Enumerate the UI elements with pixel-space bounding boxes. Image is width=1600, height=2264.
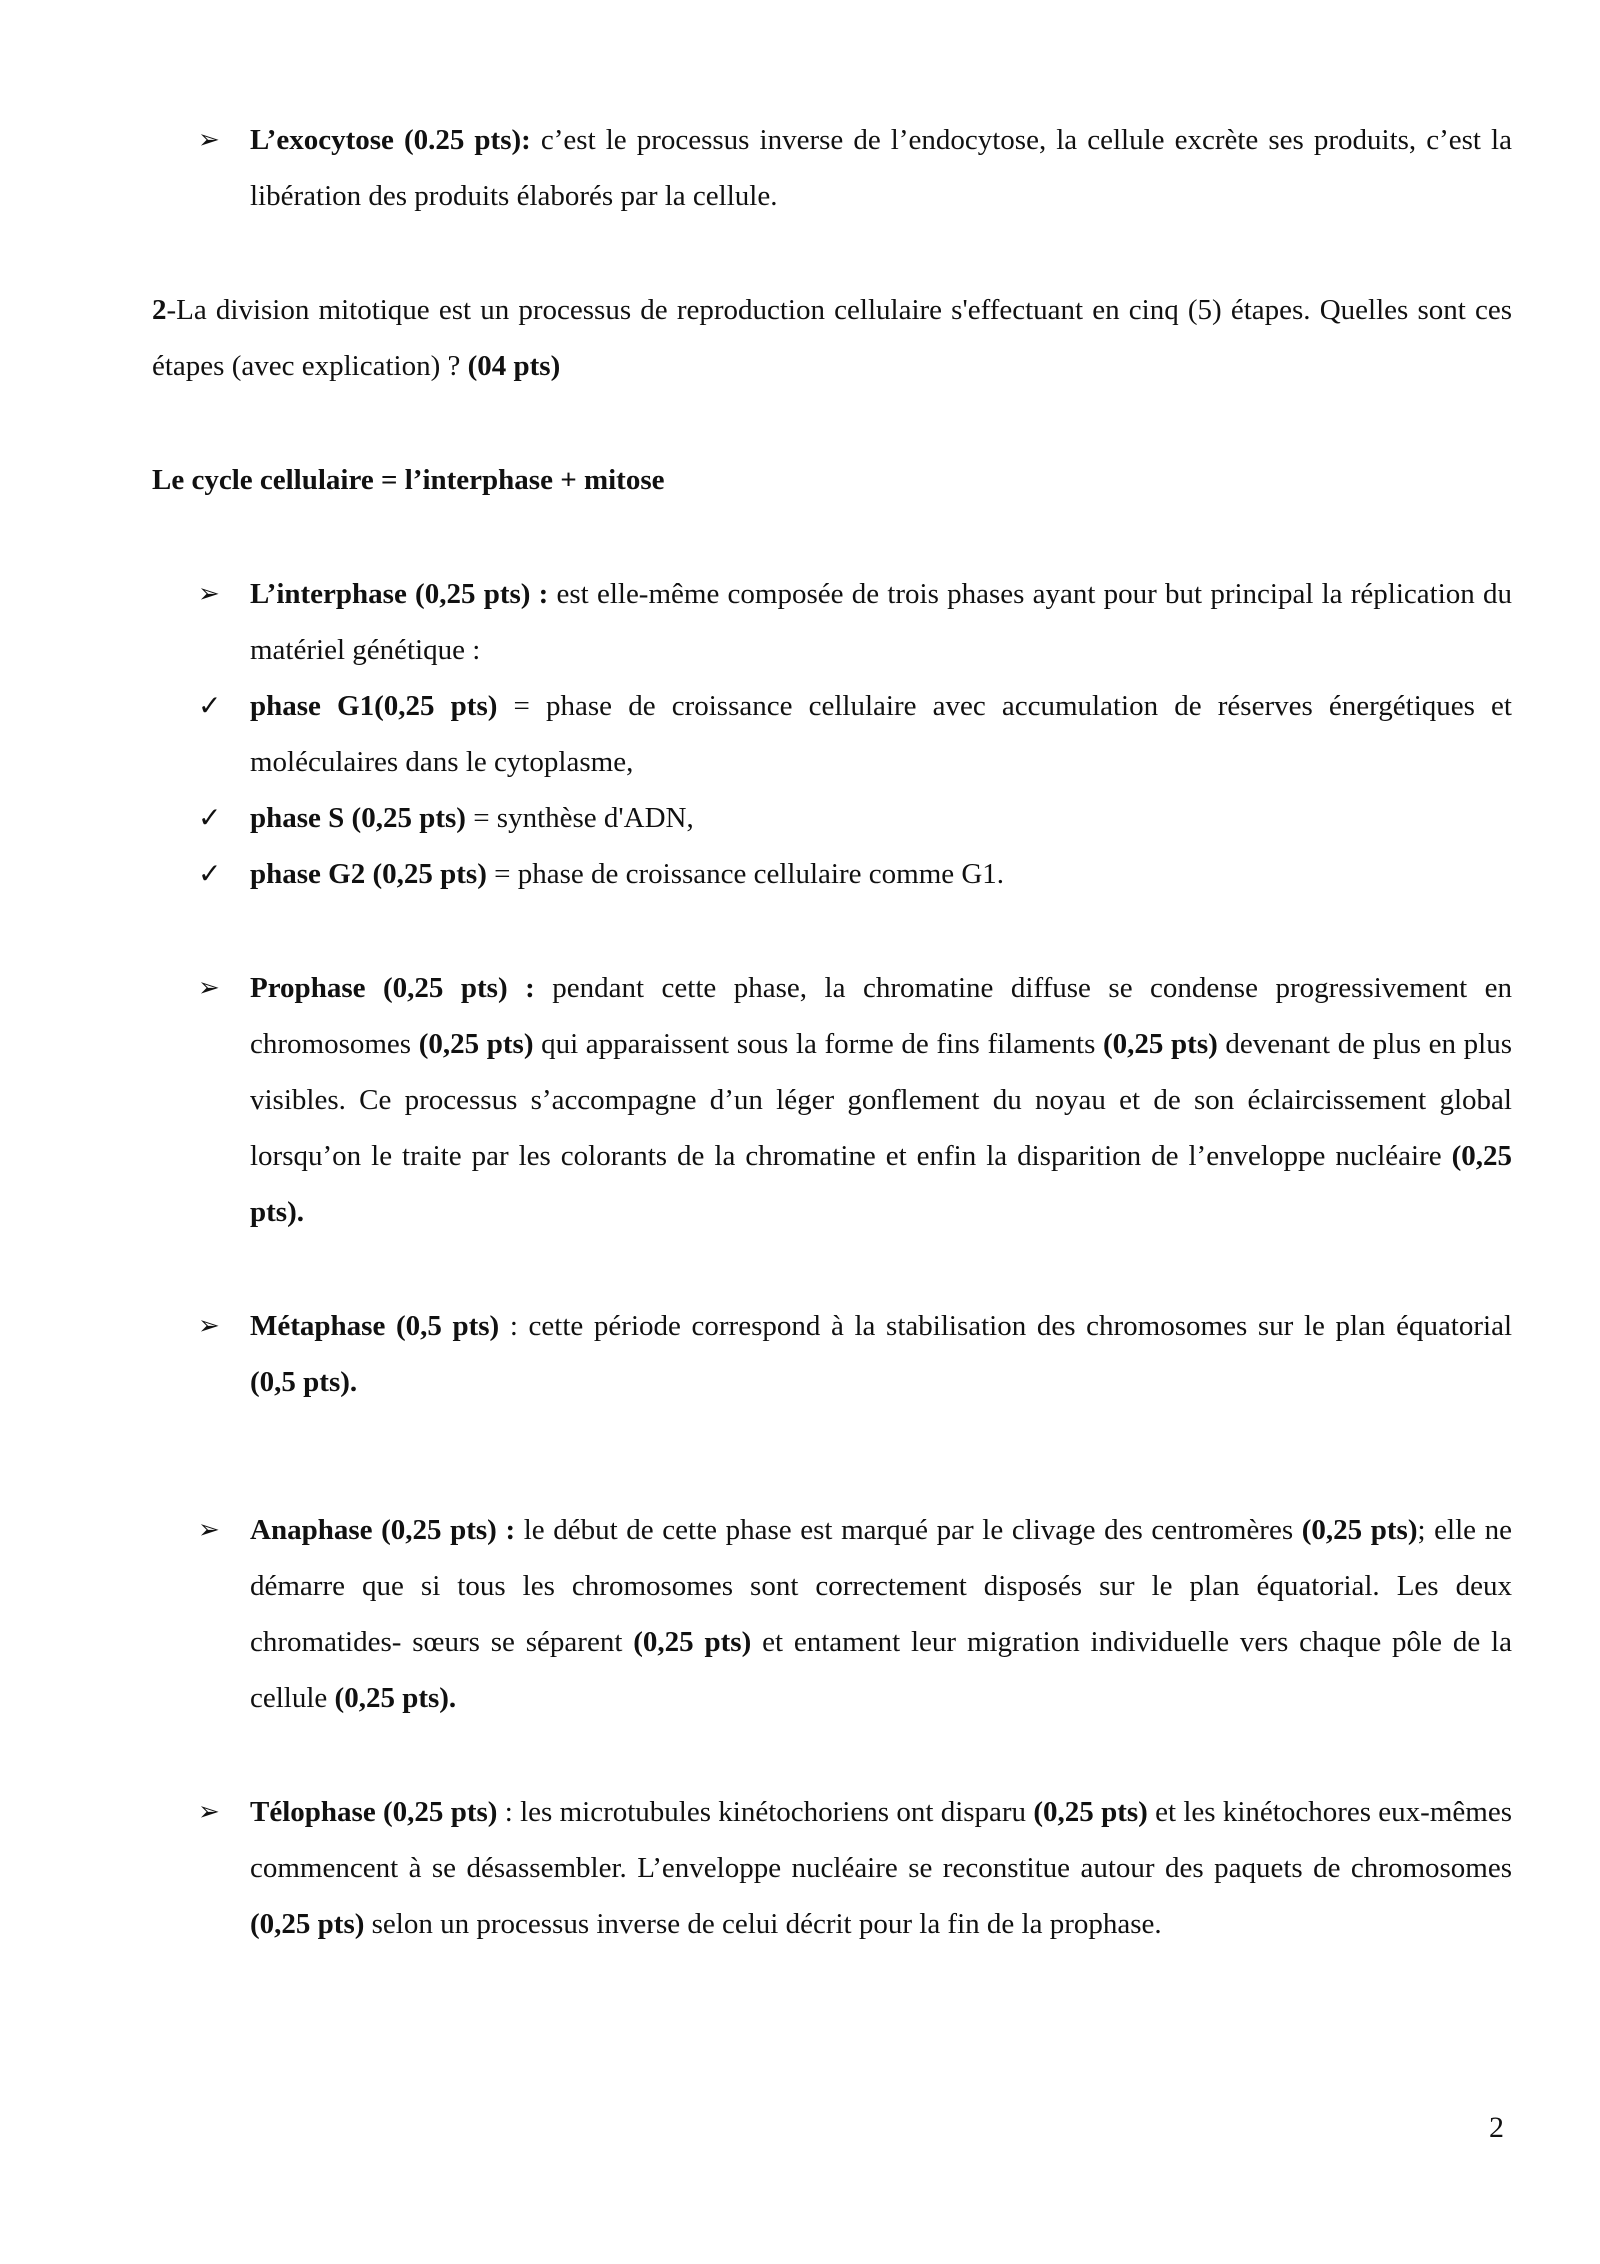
question-number: 2 xyxy=(152,294,167,326)
anaphase-points-1: (0,25 pts) xyxy=(1301,1514,1418,1546)
telophase-points-2: (0,25 pts) xyxy=(250,1908,365,1940)
page-content xyxy=(152,112,1512,1952)
cycle-heading-text: Le cycle cellulaire = l’interphase + mitose xyxy=(152,464,665,496)
question-points: (04 pts) xyxy=(460,350,561,382)
phase-s xyxy=(152,790,1512,846)
metaphase-text-1: : cette période correspond à la stabilisation des chromosomes sur le plan équatorial xyxy=(499,1310,1513,1342)
prophase-points-3: (0,25 pts). xyxy=(250,1140,1512,1228)
anaphase-points-2: (0,25 pts) xyxy=(633,1626,752,1658)
phase-g2 xyxy=(152,846,1512,902)
bullet-anaphase xyxy=(152,1502,1512,1726)
cycle-heading xyxy=(152,452,1512,508)
telophase-text-3: selon un processus inverse de celui décrit pour la fin de la prophase. xyxy=(364,1908,1162,1940)
arrow-bullet-icon: ➢ xyxy=(198,1311,220,1341)
arrow-bullet-icon: ➢ xyxy=(198,125,220,155)
prophase-text-2: qui apparaissent sous la forme de fins filaments xyxy=(533,1028,1104,1060)
bullet-interphase xyxy=(152,566,1512,678)
term-telophase: Télophase (0,25 pts) xyxy=(250,1796,498,1828)
anaphase-text-3: et entament leur migration individuelle vers chaque pôle de la cellule xyxy=(250,1626,1512,1714)
bullet-telophase xyxy=(152,1784,1512,1952)
term-anaphase: Anaphase (0,25 pts) : xyxy=(250,1514,516,1546)
prophase-points-2: (0,25 pts) xyxy=(1103,1028,1218,1060)
arrow-bullet-icon: ➢ xyxy=(198,1797,220,1827)
telophase-points-1: (0,25 pts) xyxy=(1033,1796,1148,1828)
checkmark-icon: ✓ xyxy=(198,689,222,722)
question-2 xyxy=(152,282,1512,394)
text-phase-s: = synthèse d'ADN, xyxy=(465,802,694,834)
anaphase-points-3: (0,25 pts). xyxy=(334,1682,457,1714)
text-interphase: est elle-même composée de trois phases ayant pour but principal la réplication du matériel génétique : xyxy=(250,578,1512,666)
question-text: -La division mitotique est un processus de reproduction cellulaire s'effectuant en cinq (5) étapes. Quelles sont ces étapes (avec explication) ? xyxy=(152,294,1512,382)
metaphase-points-1: (0,5 pts). xyxy=(250,1366,358,1398)
page-number: 2 xyxy=(1489,2111,1504,2144)
arrow-bullet-icon: ➢ xyxy=(198,973,220,1003)
checkmark-icon: ✓ xyxy=(198,857,222,890)
phase-g1 xyxy=(152,678,1512,790)
arrow-bullet-icon: ➢ xyxy=(198,1515,220,1545)
anaphase-text-2: ; elle ne démarre que si tous les chromosomes sont correctement disposés sur le plan équatorial. Les deux chromatides- sœurs se séparent xyxy=(250,1514,1512,1658)
prophase-text-3: devenant de plus en plus visibles. Ce processus s’accompagne d’un léger gonflement du noyau et de son éclaircissement global lorsqu’on le traite par les colorants de la chromatine et enfin la disparition de l’enveloppe nucléaire xyxy=(250,1028,1512,1172)
term-prophase: Prophase (0,25 pts) : xyxy=(250,972,535,1004)
text-phase-g2: = phase de croissance cellulaire comme G1. xyxy=(486,858,1005,890)
term-interphase: L’interphase (0,25 pts) : xyxy=(250,578,549,610)
bullet-exocytose xyxy=(152,112,1512,224)
text-exocytose: c’est le processus inverse de l’endocytose, la cellule excrète ses produits, c’est la libération des produits élaborés par la cellule. xyxy=(250,124,1512,212)
prophase-text-1: pendant cette phase, la chromatine diffuse se condense progressivement en chromosomes xyxy=(250,972,1512,1060)
term-phase-g1: phase G1(0,25 pts) xyxy=(250,690,498,722)
anaphase-text-1: le début de cette phase est marqué par le clivage des centromères xyxy=(515,1514,1302,1546)
checkmark-icon: ✓ xyxy=(198,801,222,834)
prophase-points-1: (0,25 pts) xyxy=(418,1028,534,1060)
telophase-text-2: et les kinétochores eux-mêmes commencent à se désassembler. L’enveloppe nucléaire se reconstitue autour des paquets de chromosomes xyxy=(250,1796,1512,1884)
term-phase-s: phase S (0,25 pts) xyxy=(250,802,466,834)
bullet-metaphase xyxy=(152,1298,1512,1410)
term-exocytose: L’exocytose (0.25 pts): xyxy=(250,124,531,156)
telophase-text-1: : les microtubules kinétochoriens ont disparu xyxy=(497,1796,1034,1828)
text-phase-g1: = phase de croissance cellulaire avec accumulation de réserves énergétiques et moléculaires dans le cytoplasme, xyxy=(250,690,1512,778)
term-metaphase: Métaphase (0,5 pts) xyxy=(250,1310,500,1342)
term-phase-g2: phase G2 (0,25 pts) xyxy=(250,858,487,890)
arrow-bullet-icon: ➢ xyxy=(198,579,220,609)
bullet-prophase xyxy=(152,960,1512,1240)
